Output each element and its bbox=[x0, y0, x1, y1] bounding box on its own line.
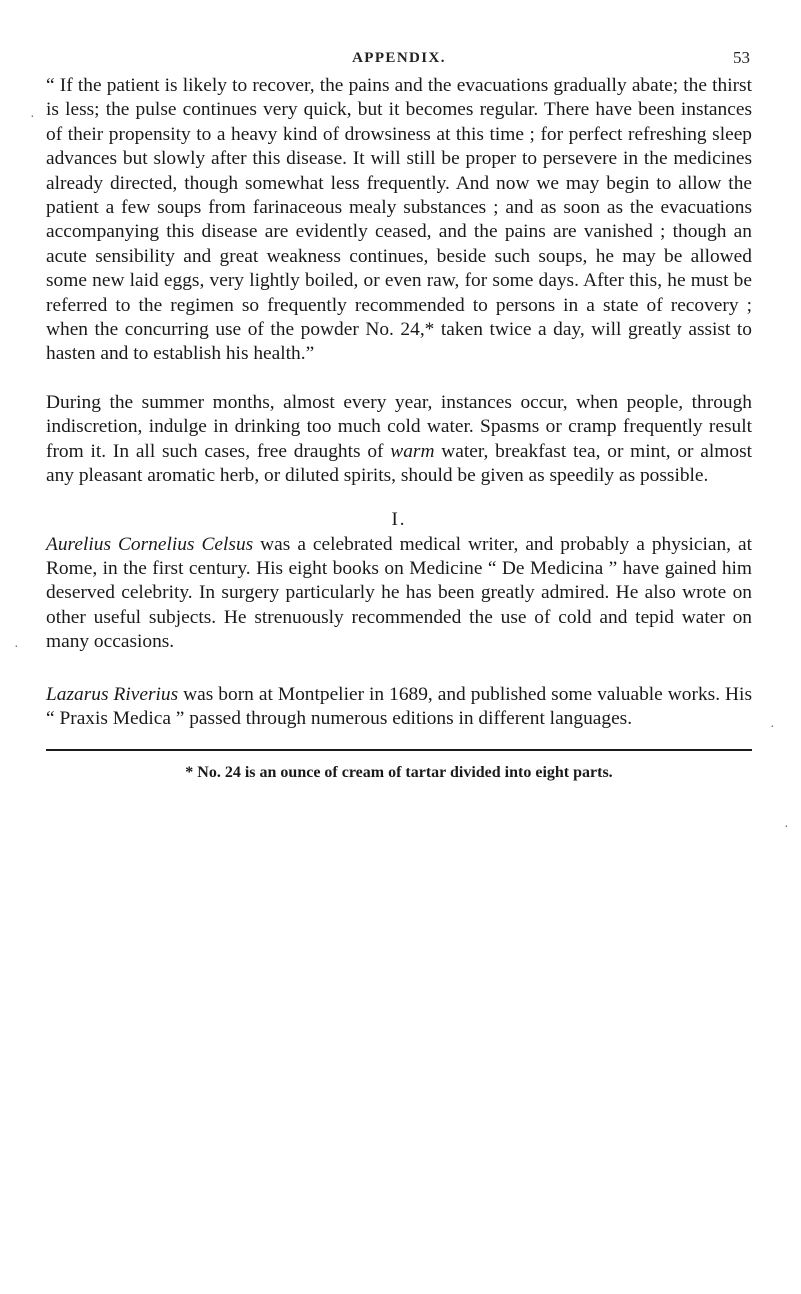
scan-speck: · bbox=[770, 720, 775, 735]
entry-riverius-name: Lazarus Riverius bbox=[46, 683, 179, 705]
scan-speck: · bbox=[784, 820, 789, 835]
scan-speck: · bbox=[14, 640, 19, 655]
page-number: 53 bbox=[733, 48, 750, 67]
paragraph-cold-water bbox=[46, 391, 752, 489]
paragraph-cold-water-text-1: During the summer months, almost every year, instances occur, when people, through indiscretion, indulge in drinking too much cold water. Spasms or cramp frequently result from it. In all such cases, free draughts of bbox=[46, 391, 752, 462]
scan-speck: · bbox=[30, 110, 35, 125]
page-content bbox=[46, 44, 752, 783]
section-numeral: I. bbox=[391, 508, 407, 530]
entry-celsus-text: was a celebrated medical writer, and probably a physician, at Rome, in the first century. His eight books on Medicine “ De Medicina ” have gained him deserved celebrity. In surgery particularly he has been greatly admired. He also wrote on other useful subjects. He strenuously recommended the use of cold and tepid water on many occasions. bbox=[46, 533, 752, 653]
entry-celsus-name: Aurelius Cornelius Celsus bbox=[46, 533, 254, 555]
paragraph-recovery: “ If the patient is likely to recover, the pains and the evacuations gradually abate; the thirst is less; the pulse continues very quick, but it becomes regular. There have been instances of their propensity to a heavy kind of drowsiness at this time ; for perfect refreshing sleep advances but slowly after this disease. It will still be proper to persevere in the medicines already directed, though somewhat less frequently. And now we may begin to allow the patient a few soups from farinaceous mealy substances ; and as soon as the evacuations accompanying this disease are evidently ceased, and the pains are vanished ; though an acute sensibility and great weakness continues, beside such soups, he may be allowed some new laid eggs, very lightly boiled, or even raw, for some days. After this, he must be referred to the regimen so frequently recommended to persons in a state of recovery ; when the concurring use of the powder No. 24,* taken twice a day, will greatly assist to hasten and to establish his health.” bbox=[46, 75, 752, 365]
entry-riverius-text: was born at Montpelier in 1689, and published some valuable works. His “ Praxis Medica ” passed through numerous editions in different languages. bbox=[46, 683, 752, 729]
footnote: * No. 24 is an ounce of cream of tartar divided into eight parts. bbox=[185, 764, 613, 782]
running-head bbox=[46, 44, 752, 74]
footnote-rule bbox=[46, 749, 752, 751]
entry-riverius bbox=[46, 683, 752, 732]
emphasis-warm: warm bbox=[390, 440, 435, 462]
entry-celsus bbox=[46, 533, 752, 655]
running-title: APPENDIX. bbox=[352, 50, 446, 66]
paragraph-cold-water-text-2: water, breakfast tea, or mint, or almost any pleasant aromatic herb, or diluted spirits, should be given as speedily as possible. bbox=[46, 440, 753, 487]
